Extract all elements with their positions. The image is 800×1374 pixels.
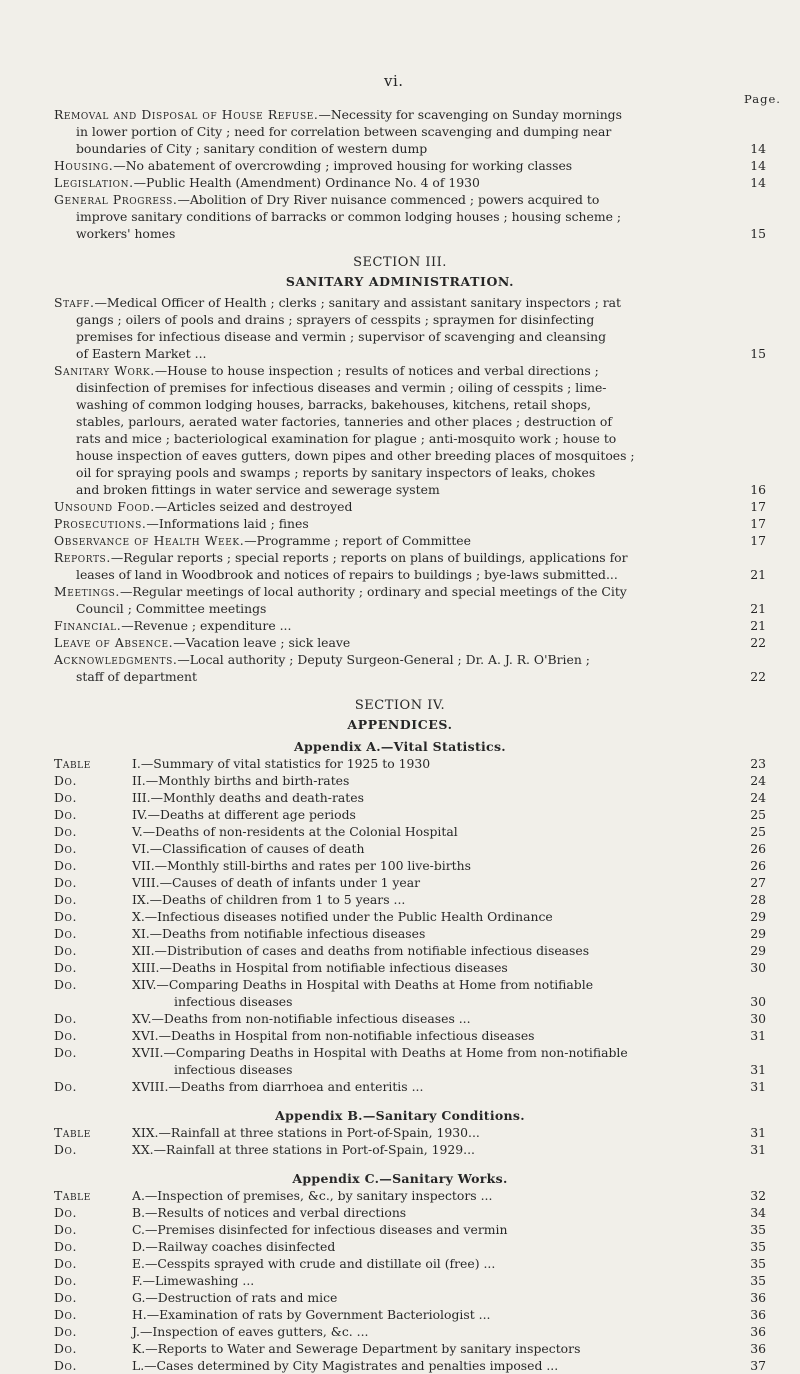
entry-description: —Programme ; report of Committee: [244, 533, 471, 548]
table-title: X.—Infectious diseases notified under the Public Health Ordinance: [132, 909, 553, 924]
entry-text: [54, 362, 730, 379]
table-title: L.—Cases determined by City Magistrates and penalties imposed ...: [132, 1358, 559, 1373]
table-entry: [54, 1357, 766, 1374]
entry-continuation: of Eastern Market ...: [76, 346, 207, 361]
entry-continuation: and broken fittings in water service and sewerage system: [76, 482, 440, 497]
entry-description: —Necessity for scavenging on Sunday mornings: [318, 107, 622, 122]
entry-continuation: Council ; Committee meetings: [76, 601, 267, 616]
table-entry: [54, 806, 766, 823]
table-title: E.—Cesspits sprayed with crude and distillate oil (free) ...: [132, 1256, 496, 1271]
table-title: XII.—Distribution of cases and deaths from notifiable infectious diseases: [132, 943, 590, 958]
table-page-number: 31: [750, 1142, 766, 1157]
entry-continuation: washing of common lodging houses, barracks, bakehouses, kitchens, retail shops,: [76, 397, 592, 412]
table-label: Do.: [54, 841, 78, 856]
table-page-number: 29: [750, 926, 766, 941]
entry-heading: Staff.: [54, 295, 95, 310]
entry-text: [54, 498, 730, 515]
table-label: Do.: [54, 858, 78, 873]
entry-description: —House to house inspection ; results of notices and verbal directions ;: [154, 363, 599, 378]
entry-page-number: 21: [750, 618, 766, 633]
entry-continuation: workers' homes: [76, 226, 176, 241]
contents-entry: [54, 651, 766, 685]
table-title: D.—Railway coaches disinfected: [132, 1239, 336, 1254]
table-title: IV.—Deaths at different age periods: [132, 807, 356, 822]
table-entry: [54, 1187, 766, 1204]
table-label: Do.: [54, 1222, 78, 1237]
table-entry: [54, 1044, 766, 1078]
entry-heading: Meetings.: [54, 584, 120, 599]
table-label: Do.: [54, 1358, 78, 1373]
table-entry: [54, 925, 766, 942]
entry-description: —Local authority ; Deputy Surgeon-General ; Dr. A. J. R. O'Brien ;: [177, 652, 590, 667]
table-title: V.—Deaths of non-residents at the Colonial Hospital: [132, 824, 458, 839]
entry-continuation: leases of land in Woodbrook and notices of repairs to buildings ; bye-laws submitted...: [76, 567, 618, 582]
table-page-number: 35: [750, 1222, 766, 1237]
table-title: K.—Reports to Water and Sewerage Department by sanitary inspectors: [132, 1341, 581, 1356]
entry-page-number: 17: [750, 516, 766, 531]
table-page-number: 30: [750, 994, 766, 1009]
table-page-number: 36: [750, 1307, 766, 1322]
table-entry: [54, 1306, 766, 1323]
table-page-number: 25: [750, 807, 766, 822]
table-label: Do.: [54, 1079, 78, 1094]
table-page-number: 24: [750, 773, 766, 788]
contents-entry: [54, 498, 766, 515]
entry-page-number: 21: [750, 601, 766, 616]
contents-entry: [54, 549, 766, 583]
entry-text: [54, 157, 730, 174]
entry-description: —Regular reports ; special reports ; reports on plans of buildings, applications for: [110, 550, 628, 565]
table-page-number: 29: [750, 943, 766, 958]
table-label: Do.: [54, 1290, 78, 1305]
table-label: Do.: [54, 1256, 78, 1271]
entry-heading: Sanitary Work.: [54, 363, 155, 378]
entry-text: [54, 106, 730, 123]
contents-entry: [54, 583, 766, 617]
table-label: Table: [54, 1188, 91, 1203]
appendix-title: Appendix C.—Sanitary Works.: [292, 1171, 508, 1186]
table-title: XVII.—Comparing Deaths in Hospital with Deaths at Home from non-notifiable: [132, 1045, 628, 1060]
table-entry: [54, 1078, 766, 1095]
table-title: XIII.—Deaths in Hospital from notifiable infectious diseases: [132, 960, 508, 975]
table-title: IX.—Deaths of children from 1 to 5 years ...: [132, 892, 406, 907]
table-entry: [54, 908, 766, 925]
table-page-number: 31: [750, 1028, 766, 1043]
contents-entry: [54, 106, 766, 157]
entry-description: —No abatement of overcrowding ; improved housing for working classes: [113, 158, 573, 173]
table-page-number: 34: [750, 1205, 766, 1220]
table-title: XIV.—Comparing Deaths in Hospital with Deaths at Home from notifiable: [132, 977, 594, 992]
page-column-header: Page.: [744, 92, 781, 106]
entry-heading: Acknowledgments.: [54, 652, 178, 667]
entry-continuation: improve sanitary conditions of barracks or common lodging houses ; housing scheme ;: [76, 209, 622, 224]
entry-description: —Abolition of Dry River nuisance commenced ; powers acquired to: [177, 192, 600, 207]
table-entry: [54, 1272, 766, 1289]
table-page-number: 35: [750, 1273, 766, 1288]
entry-heading: Legislation.: [54, 175, 134, 190]
entry-text: [54, 191, 730, 208]
table-page-number: 36: [750, 1324, 766, 1339]
table-entry: [54, 1027, 766, 1044]
entry-text: [54, 583, 730, 600]
table-title: XVI.—Deaths in Hospital from non-notifiable infectious diseases: [132, 1028, 535, 1043]
table-page-number: 36: [750, 1290, 766, 1305]
entry-page-number: 14: [750, 158, 766, 173]
table-title-continuation: infectious diseases: [174, 1062, 293, 1077]
table-label: Do.: [54, 773, 78, 788]
contents-entry: [54, 617, 766, 634]
entry-text: [54, 532, 730, 549]
entry-text: [54, 549, 730, 566]
table-label: Do.: [54, 926, 78, 941]
table-page-number: 24: [750, 790, 766, 805]
table-label: Do.: [54, 807, 78, 822]
table-page-number: 30: [750, 960, 766, 975]
entry-continuation: in lower portion of City ; need for correlation between scavenging and dumping near: [76, 124, 612, 139]
entry-text: [54, 634, 730, 651]
table-entry: [54, 1141, 766, 1158]
entry-text: [54, 515, 730, 532]
contents-entry: [54, 532, 766, 549]
table-entry: [54, 1124, 766, 1141]
entry-text: [54, 174, 730, 191]
table-page-number: 35: [750, 1239, 766, 1254]
table-label: Do.: [54, 1307, 78, 1322]
entry-text: [54, 651, 730, 668]
contents-entry: [54, 157, 766, 174]
table-label: Do.: [54, 943, 78, 958]
table-entry: [54, 823, 766, 840]
entry-heading: Removal and Disposal of House Refuse.: [54, 107, 319, 122]
table-title: G.—Destruction of rats and mice: [132, 1290, 338, 1305]
table-page-number: 23: [750, 756, 766, 771]
entry-heading: Unsound Food.: [54, 499, 155, 514]
table-title: VIII.—Causes of death of infants under 1 year: [132, 875, 421, 890]
section-heading: SECTION IV.: [354, 698, 446, 713]
entry-page-number: 17: [750, 533, 766, 548]
table-label: Do.: [54, 875, 78, 890]
table-title: VI.—Classification of causes of death: [132, 841, 365, 856]
entry-page-number: 14: [750, 141, 766, 156]
table-entry: [54, 1340, 766, 1357]
table-label: Do.: [54, 1205, 78, 1220]
table-page-number: 31: [750, 1079, 766, 1094]
entry-description: —Medical Officer of Health ; clerks ; sanitary and assistant sanitary inspectors ; rat: [94, 295, 622, 310]
table-label: Do.: [54, 1045, 78, 1060]
table-entry: [54, 1289, 766, 1306]
table-entry: [54, 874, 766, 891]
entry-description: —Vacation leave ; sick leave: [173, 635, 351, 650]
table-label: Do.: [54, 790, 78, 805]
table-page-number: 30: [750, 1011, 766, 1026]
table-entry: [54, 1204, 766, 1221]
table-page-number: 29: [750, 909, 766, 924]
entry-heading: General Progress.: [54, 192, 178, 207]
table-title: B.—Results of notices and verbal directions: [132, 1205, 407, 1220]
entry-page-number: 17: [750, 499, 766, 514]
section-heading: SECTION III.: [353, 255, 447, 270]
appendix-title: Appendix B.—Sanitary Conditions.: [275, 1108, 525, 1123]
table-title: XV.—Deaths from non-notifiable infectious diseases ...: [132, 1011, 471, 1026]
entry-continuation: rats and mice ; bacteriological examination for plague ; anti-mosquito work ; house to: [76, 431, 617, 446]
table-entry: [54, 772, 766, 789]
table-label: Do.: [54, 960, 78, 975]
entry-continuation: gangs ; oilers of pools and drains ; sprayers of cesspits ; spraymen for disinfecting: [76, 312, 595, 327]
entry-heading: Financial.: [54, 618, 122, 633]
table-label: Do.: [54, 909, 78, 924]
table-entry: [54, 959, 766, 976]
table-title: XX.—Rainfall at three stations in Port-of-Spain, 1929...: [132, 1142, 475, 1157]
table-label: Do.: [54, 977, 78, 992]
table-label: Do.: [54, 1239, 78, 1254]
table-page-number: 32: [750, 1188, 766, 1203]
section-subheading: SANITARY ADMINISTRATION.: [285, 274, 515, 289]
table-label: Do.: [54, 1028, 78, 1043]
table-page-number: 31: [750, 1062, 766, 1077]
table-entry: [54, 1221, 766, 1238]
table-title: J.—Inspection of eaves gutters, &c. ...: [132, 1324, 369, 1339]
contents-entry: [54, 174, 766, 191]
table-page-number: 26: [750, 841, 766, 856]
table-label: Do.: [54, 892, 78, 907]
entry-text: [54, 294, 730, 311]
table-page-number: 28: [750, 892, 766, 907]
table-page-number: 37: [750, 1358, 766, 1373]
entry-continuation: disinfection of premises for infectious diseases and vermin ; oiling of cesspits ; lime-: [76, 380, 607, 395]
entry-continuation: staff of department: [76, 669, 197, 684]
table-title: XIX.—Rainfall at three stations in Port-of-Spain, 1930...: [132, 1125, 480, 1140]
entry-description: —Informations laid ; fines: [146, 516, 309, 531]
table-title: C.—Premises disinfected for infectious diseases and vermin: [132, 1222, 508, 1237]
table-entry: [54, 1238, 766, 1255]
entry-page-number: 15: [750, 346, 766, 361]
entry-continuation: boundaries of City ; sanitary condition of western dump: [76, 141, 428, 156]
entry-description: —Public Health (Amendment) Ordinance No. 4 of 1930: [133, 175, 480, 190]
entry-page-number: 16: [750, 482, 766, 497]
table-entry: [54, 976, 766, 1010]
table-entry: [54, 891, 766, 908]
page-number-roman: vi.: [384, 72, 404, 90]
entry-description: —Regular meetings of local authority ; ordinary and special meetings of the City: [119, 584, 627, 599]
appendix-title: Appendix A.—Vital Statistics.: [294, 739, 506, 754]
table-entry: [54, 789, 766, 806]
table-entry: [54, 840, 766, 857]
table-title: A.—Inspection of premises, &c., by sanitary inspectors ...: [132, 1188, 493, 1203]
table-label: Do.: [54, 824, 78, 839]
table-title: III.—Monthly deaths and death-rates: [132, 790, 364, 805]
entry-continuation: premises for infectious disease and vermin ; supervisor of scavenging and cleansing: [76, 329, 607, 344]
table-title: II.—Monthly births and birth-rates: [132, 773, 350, 788]
entry-heading: Observance of Health Week.: [54, 533, 245, 548]
entry-heading: Reports.: [54, 550, 111, 565]
table-entry: [54, 1255, 766, 1272]
entry-description: —Revenue ; expenditure ...: [121, 618, 292, 633]
table-entry: [54, 755, 766, 772]
table-label: Do.: [54, 1324, 78, 1339]
entry-heading: Housing.: [54, 158, 114, 173]
entry-text: [54, 617, 730, 634]
contents-entry: [54, 191, 766, 242]
table-label: Do.: [54, 1142, 78, 1157]
table-page-number: 36: [750, 1341, 766, 1356]
table-entry: [54, 857, 766, 874]
table-entry: [54, 1010, 766, 1027]
table-entry: [54, 1323, 766, 1340]
table-title: I.—Summary of vital statistics for 1925 to 1930: [132, 756, 431, 771]
table-label: Table: [54, 1125, 91, 1140]
entry-heading: Prosecutions.: [54, 516, 147, 531]
table-label: Do.: [54, 1273, 78, 1288]
table-title: XI.—Deaths from notifiable infectious diseases: [132, 926, 426, 941]
table-entry: [54, 942, 766, 959]
table-page-number: 25: [750, 824, 766, 839]
table-page-number: 27: [750, 875, 766, 890]
entry-description: —Articles seized and destroyed: [154, 499, 353, 514]
table-title: XVIII.—Deaths from diarrhoea and enteritis ...: [132, 1079, 424, 1094]
table-title: F.—Limewashing ...: [132, 1273, 255, 1288]
table-title-continuation: infectious diseases: [174, 994, 293, 1009]
entry-continuation: stables, parlours, aerated water factories, tanneries and other places ; destruction of: [76, 414, 612, 429]
entry-continuation: house inspection of eaves gutters, down pipes and other breeding places of mosquitoes ;: [76, 448, 635, 463]
entry-page-number: 22: [750, 669, 766, 684]
table-page-number: 26: [750, 858, 766, 873]
table-label: Do.: [54, 1341, 78, 1356]
table-label: Do.: [54, 1011, 78, 1026]
entry-page-number: 14: [750, 175, 766, 190]
contents-entry: [54, 294, 766, 362]
entry-continuation: oil for spraying pools and swamps ; reports by sanitary inspectors of leaks, chokes: [76, 465, 596, 480]
table-title: H.—Examination of rats by Government Bacteriologist ...: [132, 1307, 491, 1322]
entry-page-number: 22: [750, 635, 766, 650]
contents-entry: [54, 515, 766, 532]
table-title: VII.—Monthly still-births and rates per 100 live-births: [132, 858, 471, 873]
table-label: Table: [54, 756, 91, 771]
contents-entry: [54, 634, 766, 651]
entry-page-number: 15: [750, 226, 766, 241]
entry-heading: Leave of Absence.: [54, 635, 174, 650]
entry-page-number: 21: [750, 567, 766, 582]
table-page-number: 31: [750, 1125, 766, 1140]
section-subheading: APPENDICES.: [347, 717, 453, 732]
table-page-number: 35: [750, 1256, 766, 1271]
contents-entry: [54, 362, 766, 498]
